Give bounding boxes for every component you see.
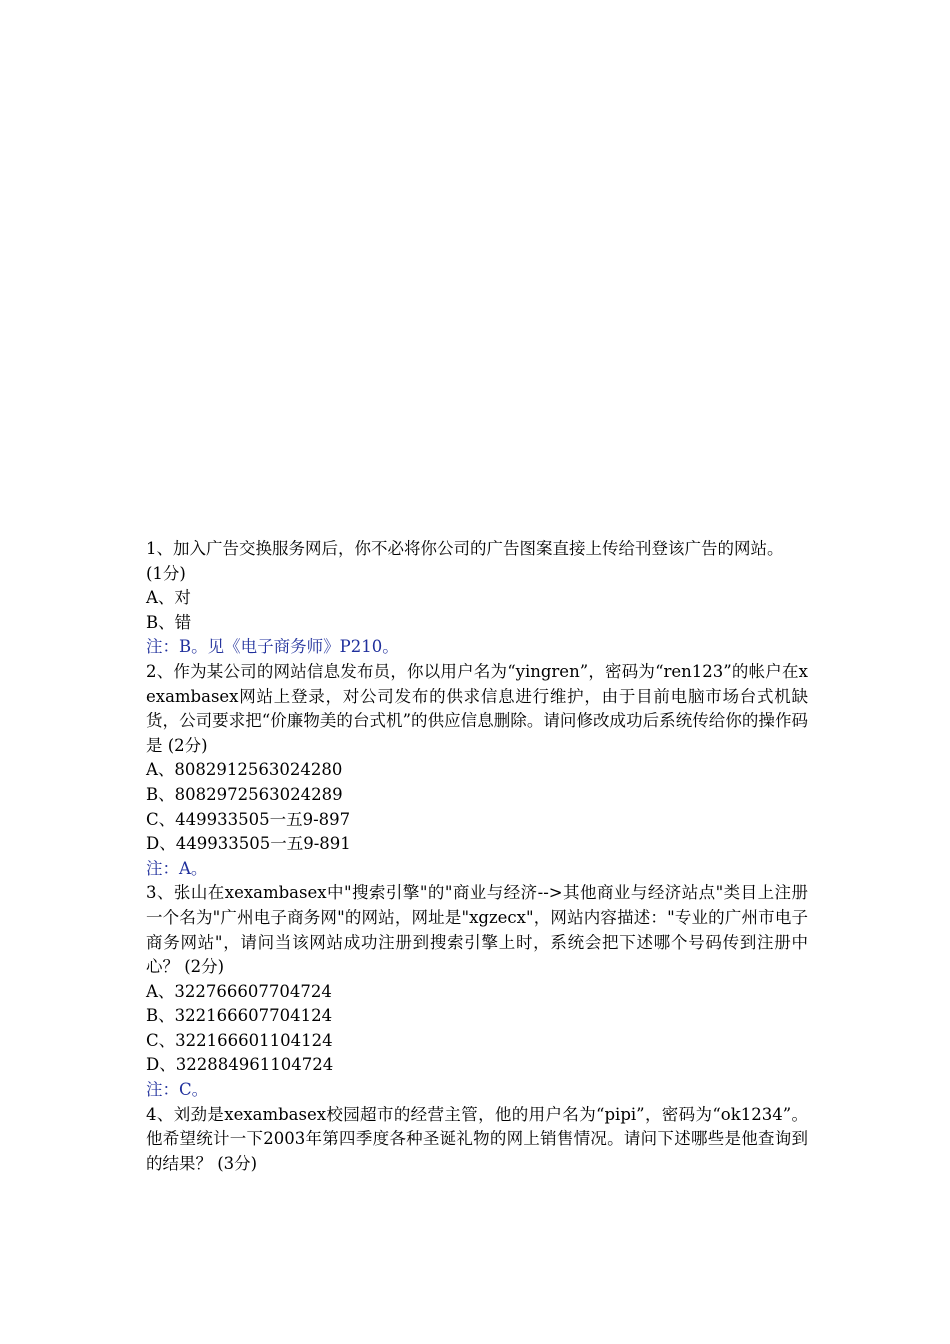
question-4 (146, 1103, 808, 1177)
option-a: A、8082912563024280 (146, 760, 343, 780)
question-score: (1分) (146, 563, 186, 583)
option-a: A、对 (146, 588, 191, 608)
option-a: A、322766607704724 (146, 981, 332, 1001)
option-d: D、449933505一五9-891 (146, 834, 351, 854)
document-body (146, 537, 808, 1176)
answer-note: 注：C。 (146, 1080, 209, 1100)
question-2 (146, 660, 808, 881)
question-stem: 4、刘劲是xexambasex校园超市的经营主管，他的用户名为“pipi”，密码为“ok1234”。他希望统计一下2003年第四季度各种圣诞礼物的网上销售情况。请问下述哪些是他查询到的结果？ (3分) (146, 1104, 808, 1173)
option-b: B、8082972563024289 (146, 784, 343, 804)
option-d: D、322884961104724 (146, 1055, 334, 1075)
question-1 (146, 537, 808, 660)
option-b: B、错 (146, 612, 192, 632)
answer-note: 注：A。 (146, 858, 208, 878)
answer-note: 注：B。见《电子商务师》P210。 (146, 637, 399, 657)
question-stem: 1、加入广告交换服务网后，你不必将你公司的广告图案直接上传给刊登该广告的网站。 (146, 539, 784, 558)
question-stem: 3、张山在xexambasex中"搜索引擎"的"商业与经济-->其他商业与经济站点"类目上注册一个名为"广州电子商务网"的网站，网址是"xgzecx"，网站内容描述："专业的广州市电子商务网站"，请问当该网站成功注册到搜索引擎上时，系统会把下述哪个号码传到注册中心？ (2分) (146, 883, 808, 977)
question-3 (146, 881, 808, 1102)
option-c: C、322166601104124 (146, 1030, 333, 1050)
option-c: C、449933505一五9-897 (146, 809, 351, 829)
question-stem: 2、作为某公司的网站信息发布员，你以用户名为“yingren”，密码为“ren123”的帐户在xexambasex网站上登录，对公司发布的供求信息进行维护，由于目前电脑市场台式机缺货，公司要求把“价廉物美的台式机”的供应信息删除。请问修改成功后系统传给你的操作码是 (2分) (146, 661, 808, 755)
option-b: B、322166607704124 (146, 1006, 333, 1026)
